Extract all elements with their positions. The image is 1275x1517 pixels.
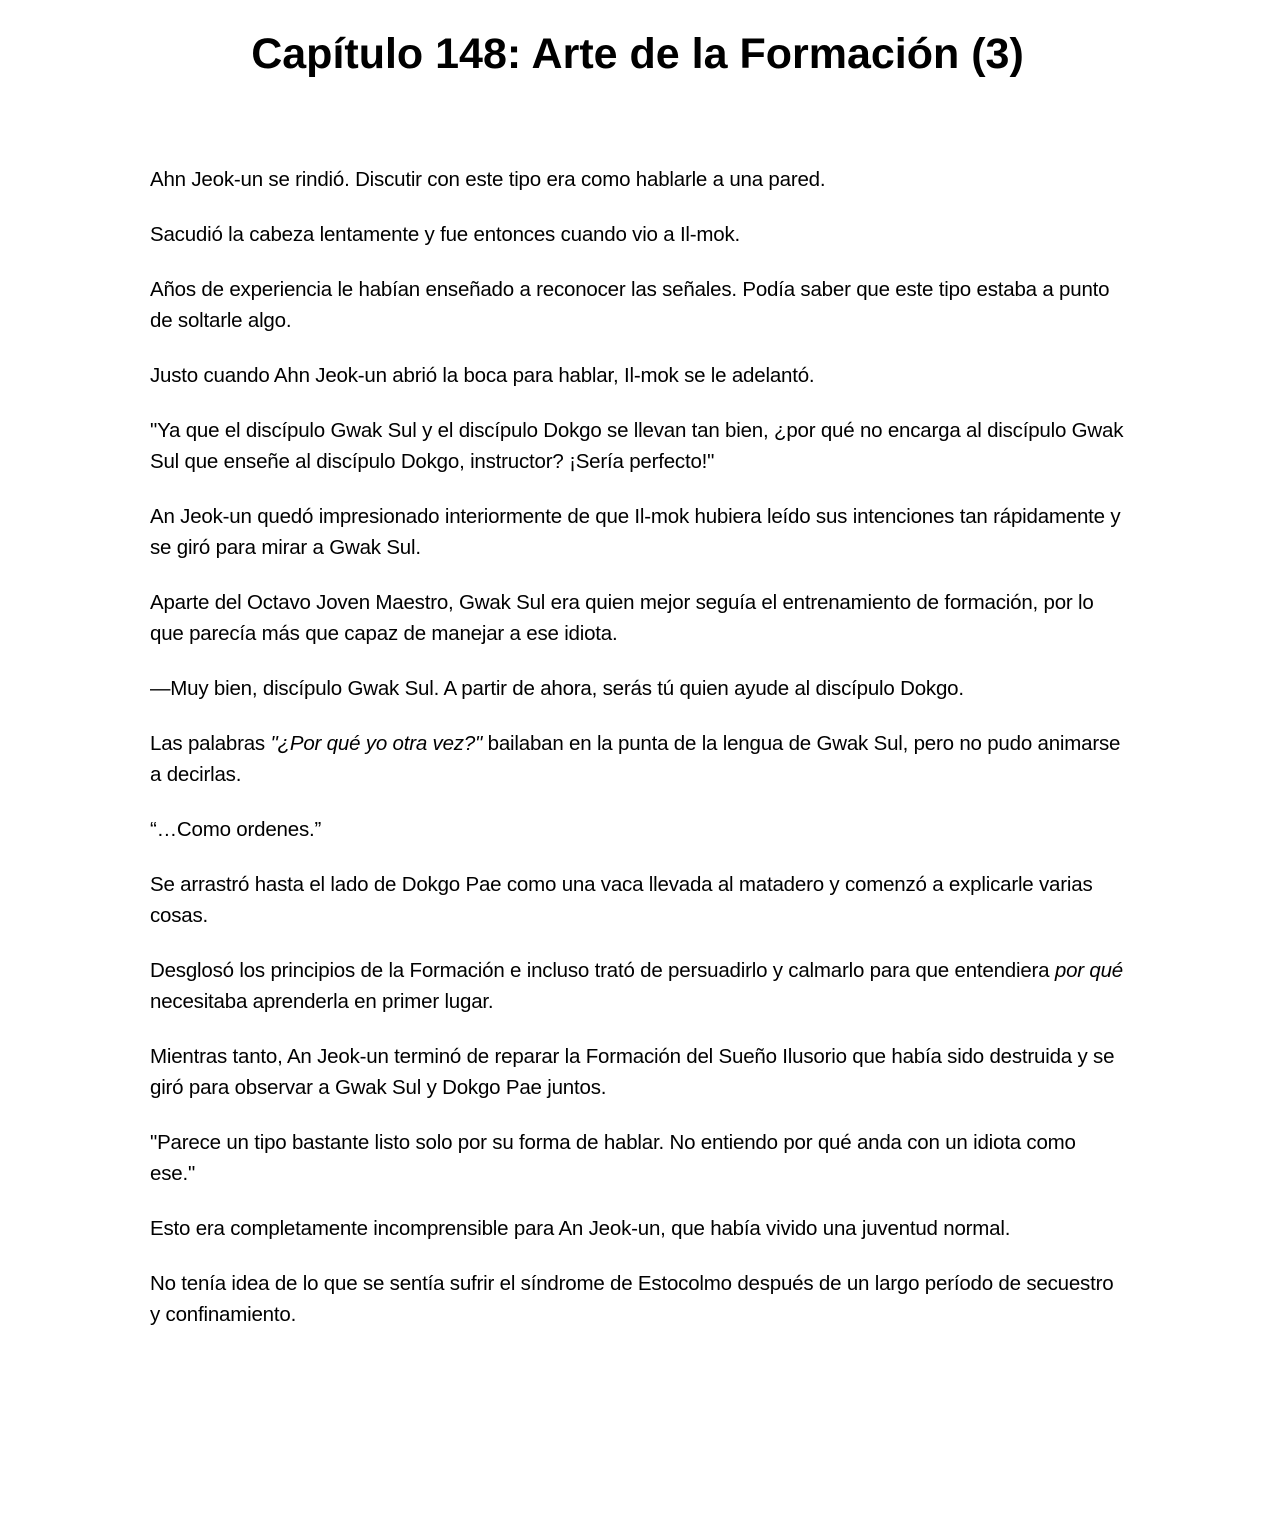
paragraph-text: "Parece un tipo bastante listo solo por su forma de hablar. No entiendo por qué anda con un idiota como ese.": [150, 1131, 1076, 1185]
paragraph: [150, 360, 1125, 391]
paragraph-text: Años de experiencia le habían enseñado a reconocer las señales. Podía saber que este tipo estaba a punto de soltarle algo.: [150, 278, 1110, 332]
paragraph-text: Se arrastró hasta el lado de Dokgo Pae como una vaca llevada al matadero y comenzó a explicarle varias cosas.: [150, 873, 1093, 927]
paragraph: [150, 1213, 1125, 1244]
paragraph-text: Aparte del Octavo Joven Maestro, Gwak Sul era quien mejor seguía el entrenamiento de formación, por lo que parecía más que capaz de manejar a ese idiota.: [150, 591, 1094, 645]
paragraph: [150, 501, 1125, 563]
paragraph: [150, 955, 1125, 1017]
paragraph-text: Ahn Jeok-un se rindió. Discutir con este tipo era como hablarle a una pared.: [150, 168, 826, 191]
italic-quote: "¿Por qué yo otra vez?": [270, 732, 483, 755]
chapter-title: Capítulo 148: Arte de la Formación (3): [251, 30, 1024, 78]
paragraph: [150, 673, 1125, 704]
paragraph-text: "Ya que el discípulo Gwak Sul y el discípulo Dokgo se llevan tan bien, ¿por qué no encarga al discípulo Gwak Sul que enseñe al discípulo Dokgo, instructor? ¡Sería perfecto!": [150, 419, 1124, 473]
paragraph: [150, 814, 1125, 845]
paragraph-text: Desglosó los principios de la Formación e incluso trató de persuadirlo y calmarlo para que entendiera: [150, 959, 1055, 982]
paragraph: [150, 728, 1125, 790]
paragraph-text: Justo cuando Ahn Jeok-un abrió la boca para hablar, Il-mok se le adelantó.: [150, 364, 815, 387]
paragraph-text: “…Como ordenes.”: [150, 818, 322, 841]
paragraph: [150, 1268, 1125, 1330]
paragraph: [150, 415, 1125, 477]
paragraph-text: —Muy bien, discípulo Gwak Sul. A partir de ahora, serás tú quien ayude al discípulo Dokgo.: [150, 677, 964, 700]
paragraph-text: Las palabras: [150, 732, 271, 755]
paragraph: [150, 274, 1125, 336]
paragraph-text: necesitaba aprenderla en primer lugar.: [150, 990, 494, 1013]
paragraph: [150, 164, 1125, 195]
paragraph: [150, 219, 1125, 250]
paragraph: [150, 1041, 1125, 1103]
chapter-body: [150, 164, 1125, 1354]
paragraph: [150, 1127, 1125, 1189]
paragraph: [150, 587, 1125, 649]
italic-emphasis: por qué: [1054, 959, 1124, 982]
paragraph-text: No tenía idea de lo que se sentía sufrir el síndrome de Estocolmo después de un largo período de secuestro y confinamiento.: [150, 1272, 1114, 1326]
paragraph-text: Mientras tanto, An Jeok-un terminó de reparar la Formación del Sueño Ilusorio que había sido destruida y se giró para observar a Gwak Sul y Dokgo Pae juntos.: [150, 1045, 1115, 1099]
paragraph-text: bailaban en la punta de la lengua de Gwak Sul, pero no pudo animarse a decirlas.: [150, 732, 1121, 786]
paragraph-text: Esto era completamente incomprensible para An Jeok-un, que había vivido una juventud normal.: [150, 1217, 1011, 1240]
paragraph-text: An Jeok-un quedó impresionado interiormente de que Il-mok hubiera leído sus intenciones tan rápidamente y se giró para mirar a Gwak Sul.: [150, 505, 1121, 559]
paragraph-text: Sacudió la cabeza lentamente y fue entonces cuando vio a Il-mok.: [150, 223, 741, 246]
paragraph: [150, 869, 1125, 931]
